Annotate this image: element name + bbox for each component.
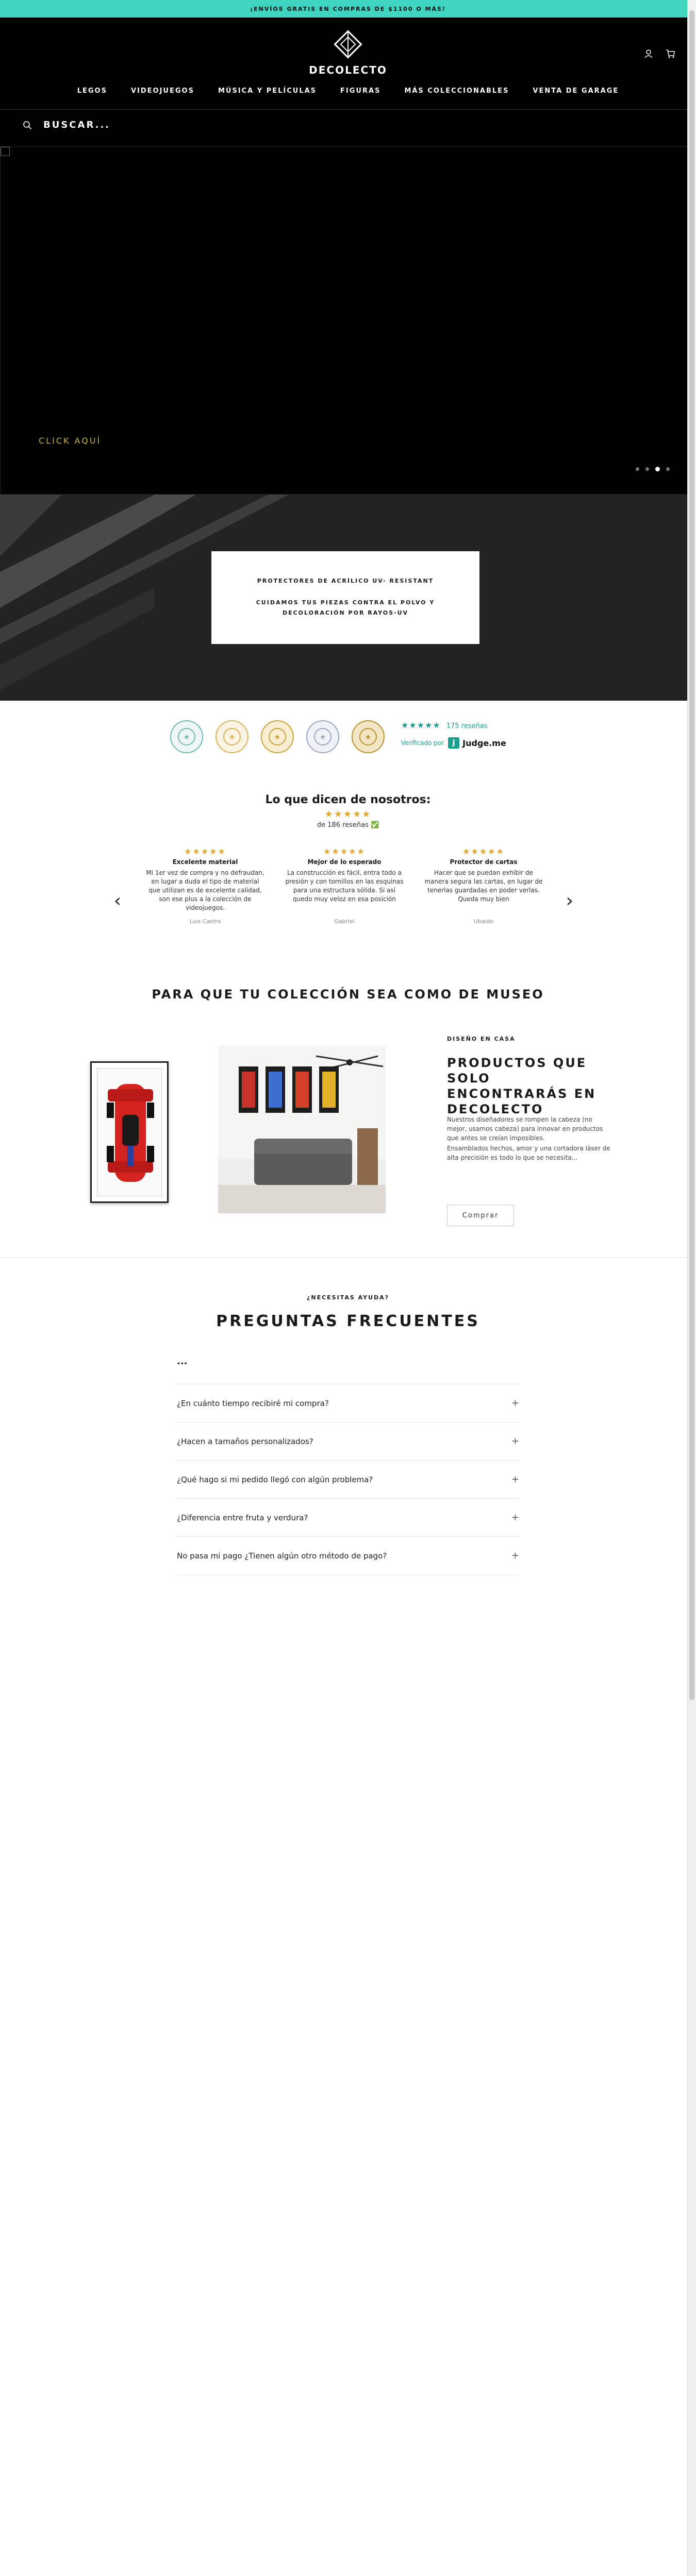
room-display-image: [218, 1046, 386, 1213]
site-header: [0, 18, 696, 146]
review-stars: ★★★★★: [462, 846, 505, 856]
review-stars: ★★★★★: [184, 846, 226, 856]
chevron-left-icon[interactable]: ‹: [113, 890, 122, 911]
logo[interactable]: [309, 28, 387, 84]
svg-text:★: ★: [364, 733, 372, 741]
museum-title: PARA QUE TU COLECCIÓN SEA COMO DE MUSEO: [152, 987, 544, 1002]
promo-heading: PROTECTORES DE ACRÍLICO UV- RESISTANT: [257, 577, 434, 584]
faq-item[interactable]: [177, 1422, 519, 1461]
review-author: Ubaldo: [473, 918, 494, 925]
review-card: [285, 846, 404, 925]
car-display-inner: [97, 1068, 162, 1196]
badge-icon: [216, 720, 248, 753]
judgeme-brand: Judge.me: [462, 738, 506, 748]
logo-diamond-icon: [332, 28, 364, 61]
judgeme-widget[interactable]: [401, 720, 525, 756]
review-title: Excelente material: [172, 858, 238, 866]
slide-dot-active[interactable]: [655, 467, 660, 471]
plus-icon: +: [511, 1436, 519, 1447]
chevron-right-icon[interactable]: ›: [566, 890, 574, 911]
nav-item-figuras[interactable]: FIGURAS: [340, 87, 381, 95]
faq-item[interactable]: [177, 1499, 519, 1537]
faq-item[interactable]: [177, 1461, 519, 1499]
broken-image-icon: [1, 147, 10, 156]
faq-question: ¿Hacen a tamaños personalizados?: [177, 1436, 313, 1446]
svg-text:★: ★: [228, 733, 236, 741]
slide-dot[interactable]: [636, 467, 639, 471]
car-display-image: [90, 1061, 169, 1203]
plus-icon: +: [511, 1398, 519, 1409]
design-label: DISEÑO EN CASA: [447, 1036, 516, 1042]
review-author: Luis Castro: [189, 918, 221, 925]
review-title: Mejor de lo esperado: [307, 858, 382, 866]
search-bar[interactable]: [0, 109, 696, 140]
nav-item-legos[interactable]: LEGOS: [77, 87, 107, 95]
faq-item[interactable]: [177, 1537, 519, 1575]
judgeme-count: 175 reseñas: [446, 722, 488, 730]
announcement-bar: ¡ENVÍOS GRATIS EN COMPRAS DE $1100 O MÁS!: [0, 0, 696, 18]
review-body: Mi 1er vez de compra y no defraudan, en lugar a duda el tipo de material que utilizan es de excelente calidad, son ese plus a la colección de videojuegos.: [146, 869, 264, 911]
page-scrollbar[interactable]: [687, 0, 696, 2576]
faq-question: ¿Qué hago si mi pedido llegó con algún problema?: [177, 1475, 373, 1484]
faq-question: ¿Diferencia entre fruta y verdura?: [177, 1513, 308, 1522]
promo-text: CUIDAMOS TUS PIEZAS CONTRA EL POLVO Y DECOLORACIÓN POR RAYOS-UV: [256, 599, 435, 616]
header-icons: [643, 48, 675, 59]
race-car-icon: [97, 1069, 163, 1198]
nav-item-musica-peliculas[interactable]: MÚSICA Y PELÍCULAS: [218, 87, 317, 95]
svg-text:★: ★: [183, 733, 190, 741]
review-body: Hacer que se puedan exhibir de manera segura las cartas, en lugar de tenerlas guardadas en poder verlas. Queda muy bien: [424, 869, 543, 903]
account-icon[interactable]: [643, 48, 654, 59]
slide-dot[interactable]: [666, 467, 670, 471]
plus-icon: +: [511, 1512, 519, 1523]
main-nav: [0, 87, 696, 95]
slide-dot[interactable]: [645, 467, 649, 471]
faq-question: ¿En cuánto tiempo recibiré mi compra?: [177, 1398, 329, 1408]
search-icon: [23, 121, 32, 130]
judgeme-logo: [448, 737, 506, 749]
faq-kicker: ¿NECESITAS AYUDA?: [306, 1294, 389, 1301]
review-card: [146, 846, 264, 925]
section-divider: [0, 1257, 696, 1258]
logo-text: DECOLECTO: [309, 64, 387, 76]
buy-button[interactable]: Comprar: [447, 1205, 514, 1226]
cart-icon[interactable]: [665, 48, 675, 59]
svg-text:★: ★: [274, 733, 281, 741]
design-paragraph: Nuestros diseñadores se rompen la cabeza (no mejor, usamos cabeza) para innovar en productos que antes se creían imposibles.: [447, 1116, 603, 1142]
scrollbar-thumb[interactable]: [689, 10, 694, 1700]
hero-slideshow[interactable]: [0, 146, 696, 495]
promo-box: [211, 551, 479, 644]
room-illustration: [218, 1046, 386, 1213]
search-input[interactable]: BUSCAR...: [43, 120, 111, 130]
slide-dots: [636, 467, 670, 471]
reviews-stars: ★★★★★: [324, 809, 372, 820]
badge-icon: [170, 720, 203, 753]
review-title: Protector de cartas: [450, 858, 518, 866]
plus-icon: +: [511, 1474, 519, 1485]
review-body: La construcción es fácil, entra todo a presión y con tornillos en las esquinas para una estructura sólida. Si así quedo muy veloz en esa posición: [285, 869, 404, 903]
hero-cta-link[interactable]: CLICK AQUÍ: [39, 436, 102, 446]
review-stars: ★★★★★: [323, 846, 366, 856]
design-heading: PRODUCTOS QUE SOLO ENCONTRARÁS EN DECOLECTO: [447, 1056, 596, 1116]
faq-item[interactable]: [177, 1384, 519, 1422]
nav-item-videojuegos[interactable]: VIDEOJUEGOS: [130, 87, 194, 95]
judgeme-logo-icon: J: [448, 737, 459, 749]
reviews-title: Lo que dicen de nosotros:: [265, 793, 431, 806]
judgeme-stars: ★★★★★: [401, 720, 441, 730]
reviews-subtitle: de 186 reseñas ✅: [317, 821, 379, 829]
badge-icon: [352, 720, 385, 753]
faq-ellipsis: ...: [177, 1356, 188, 1367]
award-badges: [170, 716, 385, 757]
faq-list: [177, 1384, 519, 1575]
svg-text:★: ★: [319, 733, 326, 741]
design-paragraph: Ensamblados hechos, amor y una cortadora láser de alta precisión es todo lo que se necesita...: [447, 1145, 610, 1161]
faq-question: No pasa mi pago ¿Tienen algún otro método de pago?: [177, 1551, 387, 1561]
nav-item-venta-de-garage[interactable]: VENTA DE GARAGE: [533, 87, 619, 95]
judgeme-verified: Verificado por: [401, 739, 444, 747]
review-card: [424, 846, 543, 925]
acrylic-promo-band: [0, 495, 696, 701]
plus-icon: +: [511, 1550, 519, 1561]
badge-icon: [306, 720, 339, 753]
nav-item-mas-coleccionables[interactable]: MÁS COLECCIONABLES: [404, 87, 509, 95]
badge-icon: [261, 720, 294, 753]
faq-title: PREGUNTAS FRECUENTES: [216, 1312, 480, 1330]
review-author: Gabriel: [334, 918, 355, 925]
